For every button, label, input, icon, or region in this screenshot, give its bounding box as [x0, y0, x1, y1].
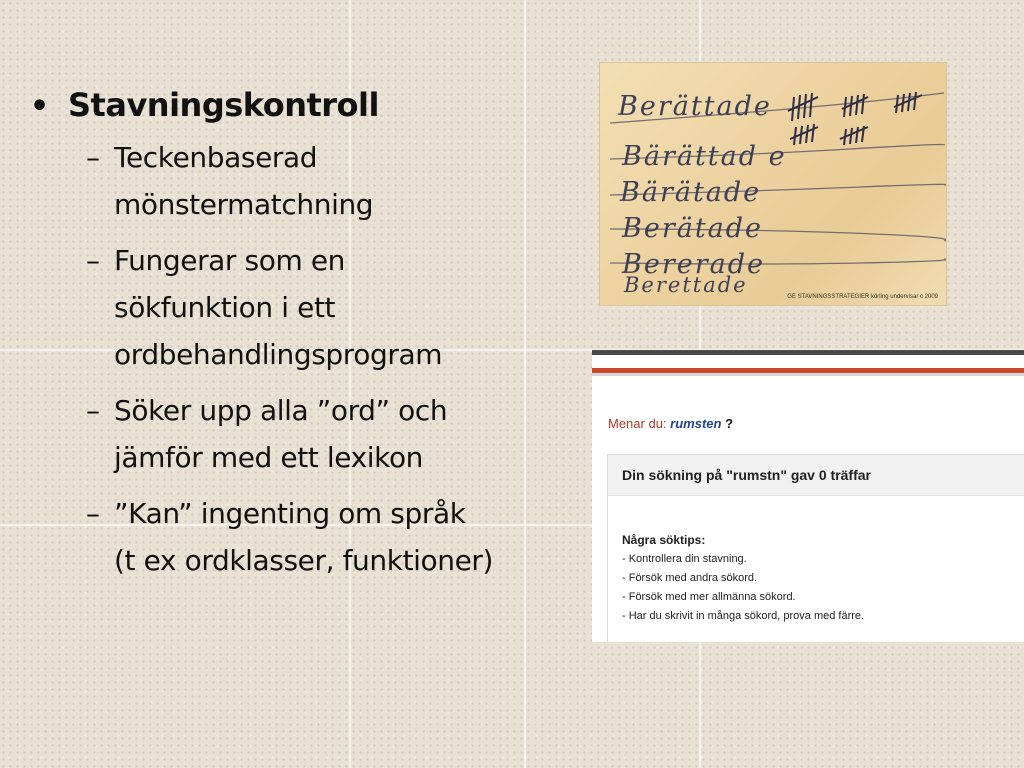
search-result-screenshot	[592, 350, 1024, 642]
sub-bullet-line: sökfunktion i ett	[114, 291, 336, 324]
dash-icon: –	[86, 244, 100, 277]
tip-item: - Har du skrivit in många sökord, prova med färre.	[622, 610, 865, 622]
sub-bullet-line: ordbehandlingsprogram	[114, 338, 443, 371]
tips-title: Några söktips:	[622, 533, 706, 547]
divider	[592, 373, 1024, 376]
tip-item: - Försök med andra sökord.	[622, 572, 758, 584]
sub-bullet-line: jämför med ett lexikon	[114, 441, 424, 474]
handwritten-word: Bärätade	[620, 177, 762, 208]
handwritten-word: Berettade	[624, 273, 748, 297]
sub-bullet-list	[30, 134, 590, 584]
sub-bullet-line: Söker upp alla ”ord” och	[114, 394, 448, 427]
did-you-mean-label: Menar du:	[608, 416, 671, 431]
tip-item: - Försök med mer allmänna sökord.	[622, 591, 796, 603]
handwritten-word: Berätade	[622, 213, 764, 244]
tally-marks-icon	[788, 92, 922, 145]
sub-bullet-line: Teckenbaserad	[114, 141, 318, 174]
suggested-term-link[interactable]: rumsten	[670, 416, 722, 431]
tip-item: - Kontrollera din stavning.	[622, 553, 747, 565]
result-heading: Din sökning på "rumstn" gav 0 träffar	[608, 455, 1024, 496]
bullet-list	[30, 86, 590, 593]
bullet-dot-icon: •	[30, 89, 49, 124]
sub-bullet	[86, 134, 590, 228]
sub-bullet-line: Fungerar som en	[114, 244, 346, 277]
handwriting-photo	[599, 62, 947, 306]
sub-bullet-line: mönstermatchning	[114, 188, 374, 221]
sub-bullet	[86, 490, 590, 584]
dash-icon: –	[86, 497, 100, 530]
sub-bullet	[86, 387, 590, 481]
dash-icon: –	[86, 141, 100, 174]
header-rule	[592, 350, 1024, 355]
sub-bullet	[86, 237, 590, 378]
dash-icon: –	[86, 394, 100, 427]
did-you-mean	[608, 416, 733, 431]
main-bullet	[30, 86, 590, 124]
handwritten-word: Berättade	[618, 91, 772, 122]
photo-credit: GE STAVNINGSSTRATEGIER körling undervisar c 2009	[787, 294, 938, 300]
sub-bullet-line: (t ex ordklasser, funktioner)	[114, 544, 494, 577]
search-tips	[622, 531, 864, 626]
result-box	[607, 454, 1024, 642]
handwritten-word: Bärättad e	[622, 141, 787, 172]
sub-bullet-line: ”Kan” ingenting om språk	[114, 497, 466, 530]
main-bullet-text: Stavningskontroll	[68, 86, 379, 124]
handwritten-word: Bererade	[622, 249, 765, 280]
question-mark: ?	[721, 416, 734, 431]
